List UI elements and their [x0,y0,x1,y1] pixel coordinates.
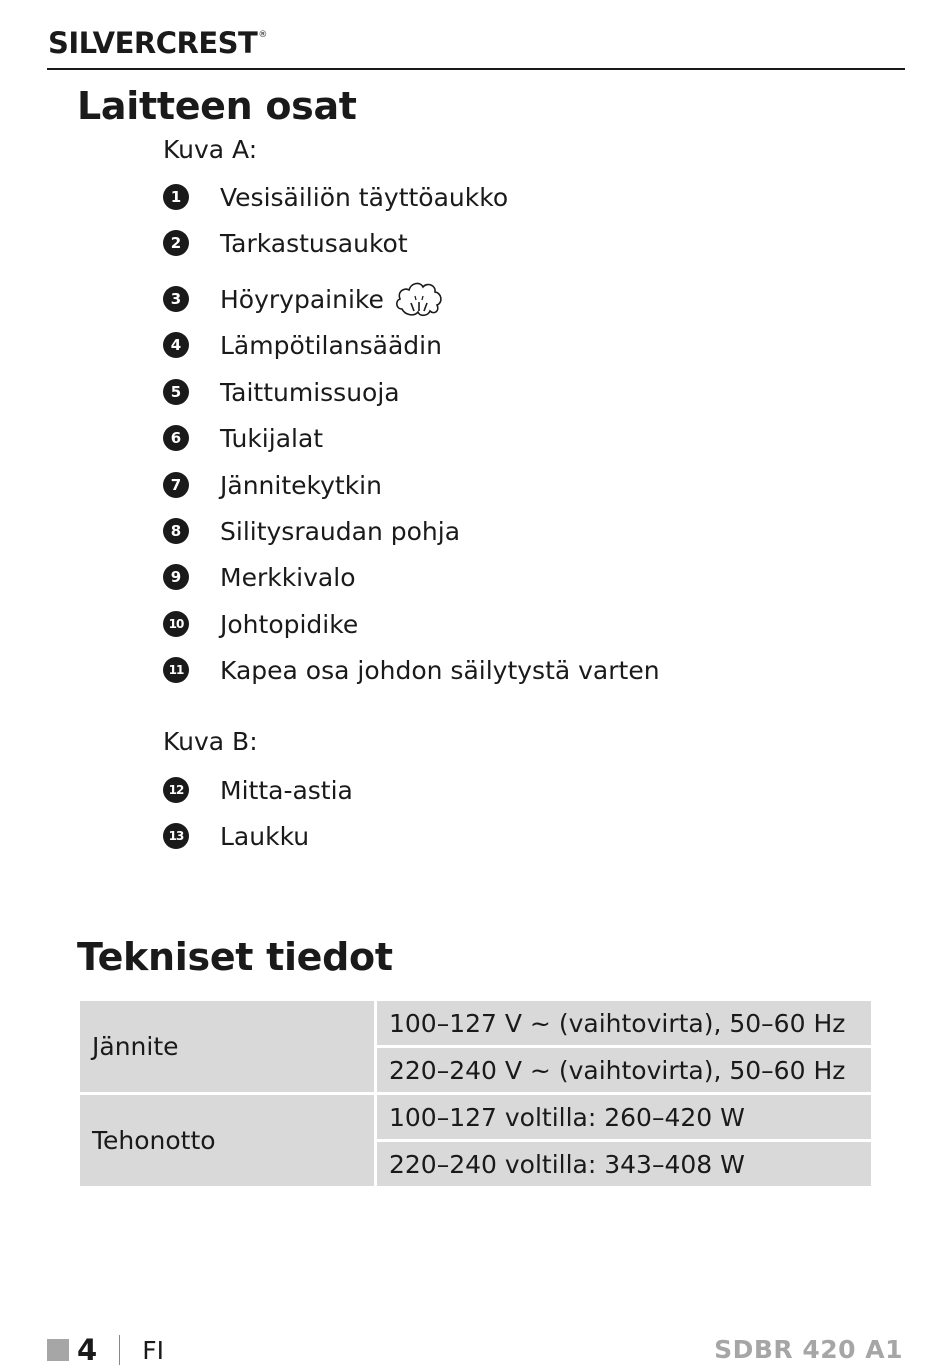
item-label: Lämpötilansäädin [220,330,442,360]
list-item [163,330,442,360]
spec-value: 220–240 V ~ (vaihtovirta), 50–60 Hz [376,1047,873,1094]
list-item [163,821,310,851]
figure-a-caption: Kuva A: [163,135,258,164]
item-label: Vesisäiliön täyttöaukko [220,182,509,212]
spec-key: Tehonotto [79,1094,376,1188]
list-item [163,423,324,453]
spec-value: 220–240 voltilla: 343–408 W [376,1141,873,1188]
footer-divider [119,1335,120,1365]
brand-logo: SILVERCREST® [48,26,267,60]
item-label: Höyrypainike [220,284,384,314]
footer-square [47,1339,69,1361]
item-label-row [220,277,448,321]
item-label: Merkkivalo [220,562,356,592]
item-label: Taittumissuoja [220,377,400,407]
item-number: 8 [163,518,189,544]
item-number: 12 [163,777,189,803]
header-rule [47,68,905,70]
item-label: Mitta-astia [220,775,353,805]
item-label: Tukijalat [220,423,324,453]
item-number: 11 [163,657,189,683]
item-number: 1 [163,184,189,210]
parts-title: Laitteen osat [77,84,357,128]
item-label: Tarkastusaukot [220,228,408,258]
model-number: SDBR 420 A1 [714,1335,903,1364]
spec-value: 100–127 V ~ (vaihtovirta), 50–60 Hz [376,1000,873,1047]
list-item [163,775,353,805]
list-item [163,377,400,407]
table-row [79,1000,873,1047]
list-item [163,182,509,212]
item-label: Laukku [220,821,310,851]
item-number: 6 [163,425,189,451]
item-number: 3 [163,286,189,312]
spec-key: Jännite [79,1000,376,1094]
spec-table [77,998,874,1189]
list-item [163,228,408,258]
item-label: Kapea osa johdon säilytystä varten [220,655,660,685]
item-label: Silitysraudan pohja [220,516,461,546]
language-code: FI [142,1335,164,1365]
list-item [163,655,660,685]
item-label: Jännitekytkin [220,470,382,500]
item-number: 13 [163,823,189,849]
item-number: 9 [163,564,189,590]
list-item [163,284,384,314]
figure-b-caption: Kuva B: [163,727,258,756]
item-number: 2 [163,230,189,256]
item-label: Johtopidike [220,609,359,639]
spec-value: 100–127 voltilla: 260–420 W [376,1094,873,1141]
tech-title: Tekniset tiedot [77,935,393,979]
item-number: 7 [163,472,189,498]
steam-burst-icon [392,277,448,321]
page-footer [47,1330,164,1370]
list-item [163,470,382,500]
table-row [79,1094,873,1141]
item-number: 5 [163,379,189,405]
page-number: 4 [77,1333,98,1367]
list-item [163,562,356,592]
item-number: 10 [163,611,189,637]
list-item [163,516,461,546]
item-number: 4 [163,332,189,358]
list-item [163,609,359,639]
